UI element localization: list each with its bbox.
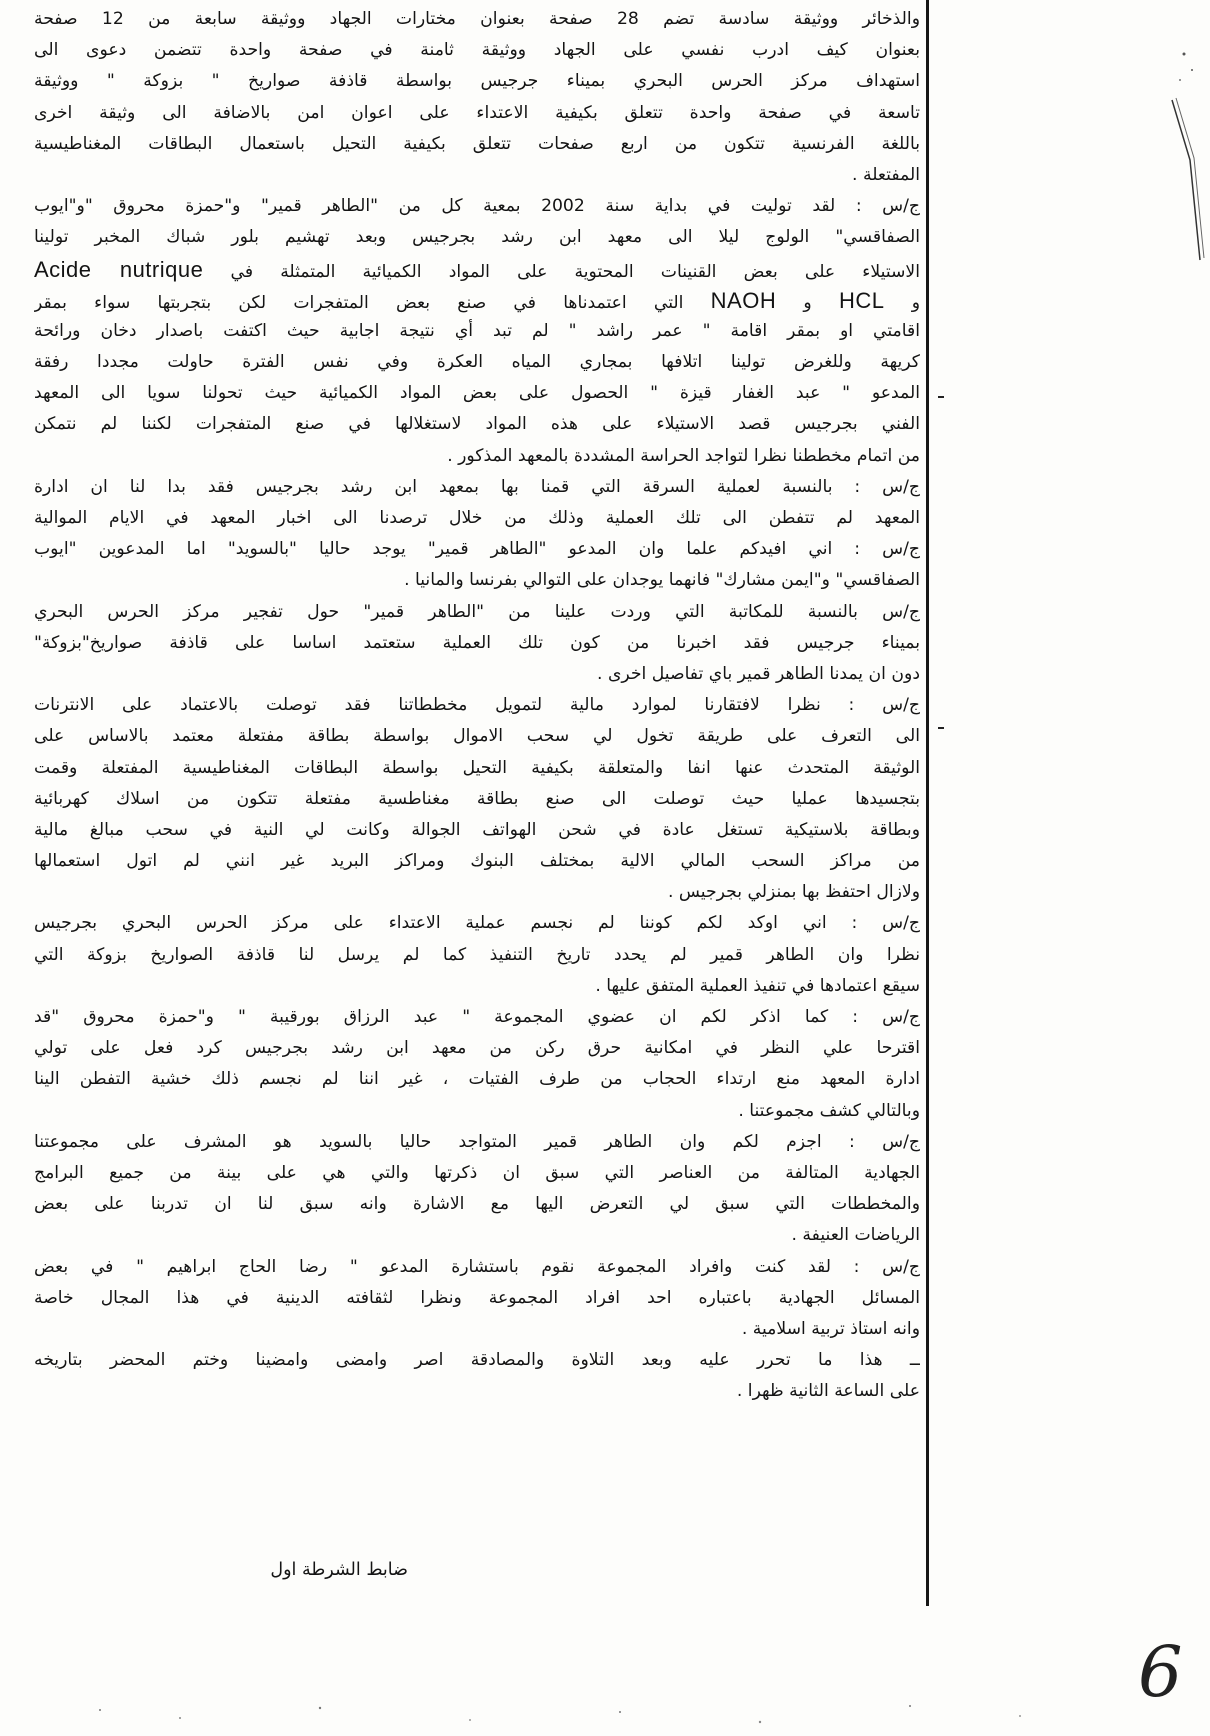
body-line bbox=[34, 441, 920, 472]
line-text: الى التعرف على طريقة تخول لي سحب الاموال بواسطة بطاقة مفتعلة معتمد بالاساس على bbox=[34, 726, 920, 747]
line-text: المفتعلة . bbox=[852, 164, 920, 185]
line-text: ج/س : اني افيدكم علما وان المدعو "الطاهر قمير" يوجد حاليا "بالسويد" اما المدعوين "ايوب bbox=[34, 539, 920, 560]
body-line bbox=[34, 1002, 920, 1033]
line-text: نظرا وان الطاهر قمير لم يحدد تاريخ التنفيذ كما لم يرسل لنا قاذفة الصواريخ بزوكة التي bbox=[34, 944, 920, 965]
body-line bbox=[34, 659, 920, 690]
line-text: على الساعة الثانية ظهرا . bbox=[736, 1381, 920, 1402]
body-line bbox=[34, 35, 920, 66]
scan-noise bbox=[60, 1700, 1160, 1730]
line-text: والذخائر ووثيقة سادسة تضم 28 صفحة بعنوان مختارات الجهاد ووثيقة سابعة من 12 صفحة bbox=[34, 9, 920, 29]
line-text: التي اعتمدناها في صنع بعض المتفجرات لكن بتجربتها سواء بمقر bbox=[34, 292, 684, 313]
body-line bbox=[34, 971, 920, 1002]
line-text: ج/س : بالنسبة لعملية السرقة التي قمنا بها بمعهد ابن رشد بجرجيس فقد بدا لنا ان ادارة bbox=[34, 476, 920, 497]
line-text: الفني بجرجيس قصد الاستيلاء على هذه المواد لاستغلالها في صنع المتفجرات لكننا لم نتمكن bbox=[34, 414, 920, 435]
body-line bbox=[34, 472, 920, 503]
body-line bbox=[34, 877, 920, 908]
body-line bbox=[34, 254, 920, 285]
line-text: ادارة المعهد منع ارتداء الحجاب من طرف الفتيات ، غير اننا لم نجسم ذلك خشية التفطن الينا bbox=[34, 1069, 920, 1090]
document-body bbox=[34, 4, 920, 1407]
body-line bbox=[34, 347, 920, 378]
line-text: بميناء جرجيس فقد اخبرنا من كون تلك العملية ستعتمد اساسا على قاذفة صواريخ"بزوكة" bbox=[34, 632, 920, 653]
line-text: ج/س : اجزم لكم وان الطاهر قمير المتواجد حاليا بالسويد هو المشرف على مجموعتنا bbox=[34, 1131, 920, 1152]
line-text: الصفاقسي" و"ايمن مشارك" فانهما يوجدان على التوالي بفرنسا والمانيا . bbox=[404, 570, 920, 591]
body-line bbox=[34, 222, 920, 253]
body-line bbox=[34, 753, 920, 784]
line-text: ج/س : كما اذكر لكم ان عضوي المجموعة " عبد الرزاق بورقيبة " و"حمزة محروق "قد bbox=[34, 1007, 920, 1027]
body-line bbox=[34, 1189, 920, 1220]
line-text: والمخططات التي سبق لي التعرض اليها مع الاشارة وانه سبق لنا ان تدربنا على بعض bbox=[34, 1194, 920, 1215]
page-number-stamp bbox=[1130, 1630, 1190, 1710]
body-line bbox=[34, 846, 920, 877]
line-text: المدعو " عبد الغفار قيزة " الحصول على بعض المواد الكميائية حيث تحولنا سويا الى المعهد bbox=[34, 383, 920, 404]
body-line bbox=[34, 285, 920, 316]
line-latin-text: Acide nutrique bbox=[34, 256, 204, 282]
body-line bbox=[34, 409, 920, 440]
body-line bbox=[34, 1376, 920, 1407]
body-line bbox=[34, 129, 920, 160]
body-line bbox=[34, 503, 920, 534]
margin-tick bbox=[938, 727, 944, 729]
body-line bbox=[34, 628, 920, 659]
line-text: اقامتي او بمقر اقامة " عمر راشد " لم تبد أي نتيجة اجابية حيث اكتفت باصدار دخان ورائحة bbox=[34, 320, 920, 341]
line-latin-text: HCL bbox=[838, 287, 885, 313]
line-text: اقترحا علي النظر في امكانية حرق ركن من معهد ابن رشد بجرجيس كرد فعل على تولي bbox=[34, 1038, 920, 1059]
scan-edge-marks bbox=[1170, 40, 1206, 300]
body-line bbox=[34, 160, 920, 191]
line-text: الجهادية المتالفة من العناصر التي سبق ان ذكرتها والتي هي على بينة من جميع البرامج bbox=[34, 1162, 920, 1183]
line-text: وبالتالي كشف مجموعتنا . bbox=[738, 1100, 920, 1121]
body-line bbox=[34, 815, 920, 846]
signature-title: ضابط الشرطة اول bbox=[270, 1560, 408, 1580]
line-text: الرياضات العنيفة . bbox=[791, 1225, 920, 1246]
body-line bbox=[34, 1033, 920, 1064]
line-text: ــ هذا ما تحرر عليه وبعد التلاوة والمصادقة اصر وامضى وامضينا وختم المحضر بتاريخه bbox=[34, 1350, 920, 1371]
body-line bbox=[34, 378, 920, 409]
body-line bbox=[34, 1314, 920, 1345]
line-text: الوثيقة المتحدث عنها انفا والمتعلقة بكيفية التحيل بواسطة البطاقات المغناطيسية المفتعلة وقمت bbox=[34, 757, 920, 778]
body-line bbox=[34, 1345, 920, 1376]
line-text: من مراكز السحب المالي الالية بمختلف البنوك ومراكز البريد غير انني لم اتول استعمالها bbox=[34, 851, 920, 872]
body-line bbox=[34, 1220, 920, 1251]
body-line bbox=[34, 1283, 920, 1314]
line-text: ج/س : اني اوكد لكم كوننا لم نجسم عملية الاعتداء على مركز الحرس البحري بجرجيس bbox=[34, 913, 920, 934]
body-line bbox=[34, 66, 920, 97]
body-line bbox=[34, 1158, 920, 1189]
line-text: من اتمام مخططنا نظرا لتواجد الحراسة المشددة بالمعهد المذكور . bbox=[447, 445, 920, 466]
line-text: دون ان يمدنا الطاهر قمير باي تفاصيل اخرى . bbox=[597, 663, 920, 684]
line-text: المسائل الجهادية باعتباره احد افراد المجموعة ونظرا لثقافته الدينية في هذا المجال خاصة bbox=[34, 1287, 920, 1308]
body-line bbox=[34, 721, 920, 752]
body-line bbox=[34, 940, 920, 971]
body-line bbox=[34, 534, 920, 565]
line-text: ج/س : لقد توليت في بداية سنة 2002 بمعية كل من "الطاهر قمير" و"حمزة محروق "و"ايوب bbox=[34, 196, 920, 217]
line-text: المعهد لم تتفطن الى تلك العملية وذلك من خلال ترصدنا الى اخبار المعهد في الايام الموالية bbox=[34, 508, 920, 528]
body-line bbox=[34, 1064, 920, 1095]
line-text: استهداف مركز الحرس البحري بميناء جرجيس بواسطة قاذفة صواريخ " بزوكة " ووثيقة bbox=[34, 71, 920, 92]
body-line bbox=[34, 191, 920, 222]
line-text: ج/س : لقد كنت وافراد المجموعة نقوم باستشارة المدعو " رضا الحاج ابراهيم " في بعض bbox=[34, 1256, 920, 1277]
body-line bbox=[34, 690, 920, 721]
line-text: وبطاقة بلاستيكية تستغل عادة في شحن الهواتف الجوالة وكانت لي النية في سحب مبالغ مالية bbox=[34, 819, 920, 840]
body-line bbox=[34, 565, 920, 596]
body-line bbox=[34, 597, 920, 628]
body-line bbox=[34, 98, 920, 129]
body-line bbox=[34, 1096, 920, 1127]
body-line bbox=[34, 4, 920, 35]
body-line bbox=[34, 1127, 920, 1158]
line-text: ج/س : نظرا لافتقارنا لموارد مالية لتمويل مخططاتنا فقد توصلت بالاعتماد على الانترنات bbox=[34, 695, 920, 716]
line-text: الاستيلاء على بعض القنينات المحتوية على المواد الكميائية المتمثلة في bbox=[230, 261, 920, 282]
line-text: باللغة الفرنسية تتكون من اربع صفحات تتعلق بكيفية التحيل باستعمال البطاقات المغناطيسية bbox=[34, 133, 920, 154]
line-latin-text: NAOH bbox=[710, 287, 777, 313]
line-text: بتجسيدها عمليا حيث توصلت الى صنع بطاقة مغناطسية مفتعلة تتكون من اسلاك كهربائية bbox=[34, 788, 920, 809]
line-text: و bbox=[911, 292, 920, 313]
line-text: الصفاقسي" الولوج ليلا الى معهد ابن رشد بجرجيس وبعد تهشيم بلور شباك المخبر تولينا bbox=[34, 227, 920, 248]
margin-rule bbox=[926, 0, 929, 1606]
line-text: تاسعة في صفحة واحدة تتعلق بكيفية الاعتداء على اعوان امن بالاضافة الى وثيقة اخرى bbox=[34, 102, 920, 123]
line-text: سيقع اعتمادها في تنفيذ العملية المتفق عليها . bbox=[595, 975, 920, 996]
line-text: وانه استاذ تربية اسلامية . bbox=[741, 1318, 920, 1339]
body-line bbox=[34, 784, 920, 815]
line-text: ولازال احتفظ بها بمنزلي بجرجيس . bbox=[667, 882, 920, 903]
margin-tick bbox=[938, 396, 944, 398]
body-line bbox=[34, 316, 920, 347]
line-text: بعنوان كيف ادرب نفسي على الجهاد ووثيقة ثامنة في صفحة واحدة تتضمن دعوى الى bbox=[34, 40, 920, 61]
line-text: و bbox=[803, 292, 812, 313]
body-line bbox=[34, 1252, 920, 1283]
line-text: كريهة وللغرض تولينا اتلافها بمجاري المياه العكرة وفي نفس الفترة حاولت مجددا رفقة bbox=[34, 352, 920, 373]
body-line bbox=[34, 908, 920, 939]
page-number: 6 bbox=[1138, 1631, 1183, 1710]
line-text: ج/س بالنسبة للمكاتبة التي وردت علينا من "الطاهر قمير" حول تفجير مركز الحرس البحري bbox=[34, 601, 920, 622]
